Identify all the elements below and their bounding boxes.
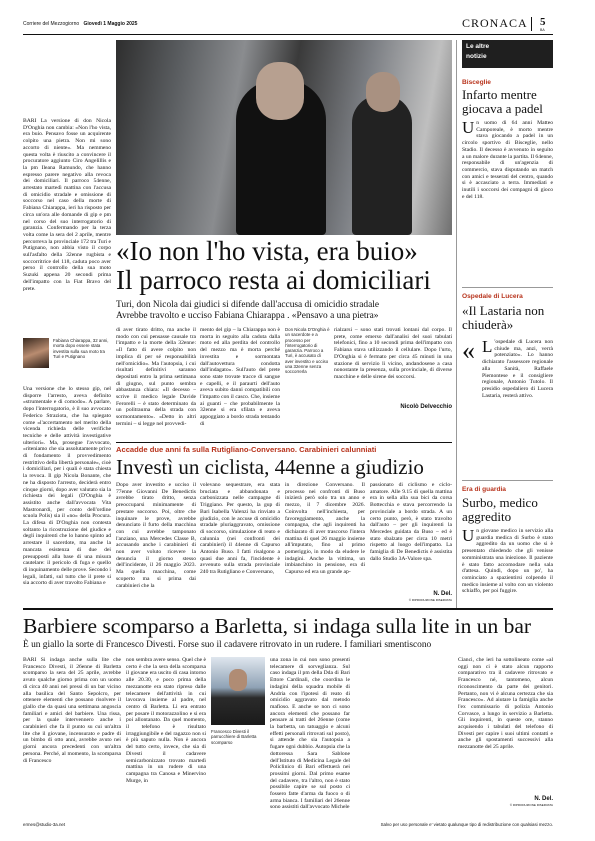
footer-email: ermes@studio-3a.net: [23, 822, 66, 827]
header-rule: [23, 34, 553, 35]
page-number: 5: [540, 16, 546, 28]
footer-notice: Salvo per uso personale e' vietato qualunque tipo di redistribuzione con qualsiasi mezzo.: [380, 822, 553, 827]
side2-text: [482, 339, 553, 431]
story3-top-rule: [23, 608, 553, 610]
side3-body: n giovane medico in servizio alla guardia medica di Surbo è stato aggredito da un uomo che si è presentato chiedendo che gli venisse somministrata una iniezione. Il paziente è stato fatto accomodare nella sala d'attesa. Quindi, dopo un po', ha cominciato a spazientirsi colpendo il medico insieme al volto con un violento schiaffo, per poi fuggire.: [462, 528, 553, 595]
sidebar-label-line2: notizie: [466, 53, 487, 60]
story3-byline: N. Del.: [534, 796, 553, 802]
side1-dropcap: U: [462, 120, 475, 137]
victim-caption: Fabiana Chiarappa, 32 anni, morta dopo essere stata investita sulla sua moto tra Turi e Putignano: [53, 338, 109, 359]
side-divider-1: [462, 287, 553, 288]
newspaper-name: [23, 21, 137, 27]
victim-photo: [23, 338, 49, 368]
side3-dropcap: U: [462, 528, 475, 545]
story2-col3: in direzione Conversano. Il processo nei confronti di Buso inizierà però solo tra un anno e mezzo, il 7 dicembre 2026. Coinvolta nell'inchiesta, per favoreggiamento, anche la compagna, che agli inquirenti ha dichiarato di aver trascorso l'intera mattina di quel 26 maggio insieme all'imputato, fino al primo pomeriggio, in modo da eludere le indagini. Anche la vittima, un imbianchino in pensione, era di Capurso ed era un grande ap-: [285, 482, 365, 576]
side3-title: Surbo, medico aggredito: [462, 495, 538, 524]
side2-photo: [462, 337, 553, 401]
story1-col1: di aver tirato dritto, ma anche il modo con cui pensasse causale tra l'impatto e la morte della 32enne: «Il fatto di avere colpito non implica di per sé responsabilità nell'omicidio». Ma l'autopsia, i cui risultati definitivi saranno depositati entro la prima settimana di giugno, sul punto sembra abbastanza chiara: «Il decesso – scrive il medico legale Davide Ferorelli – è stato determinato da un politrauma della strada con sormontamento». «Detto in altri termini – si legge nel provvedi-: [116, 327, 196, 427]
story2-overline: Accadde due anni fa sulla Rutigliano-Conversano. Carabinieri calunniati: [116, 445, 377, 454]
story3-col1: BARI Si indaga anche sulla lite che Francesco Divesti, il 26enne di Barletta scomparso la sera del 25 aprile, avrebbe avuto qualche giorno prima con un uomo di circa 40 anni nei pressi di un bar vicino alla basilica del Santo Sepolcro, per ottenere elementi che possano risolvere il giallo che da quasi una settimana angoscia familiari e amici del barbiere. Una rissa, per la quale intervennero anche i carabinieri che fa il punto su cui un'altra lite che il giovane, incensurato e padre di un bimbo di otto anni, avrebbe avuto nei giorni ancora precedenti con un'altra persona. Perché, al momento, la scomparsa di Francesco: [23, 657, 121, 764]
sidebar-label-box: [462, 40, 553, 68]
story3-col3b: [354, 657, 452, 810]
story2-repro: © RIPRODUZIONE RISERVATA: [408, 598, 452, 602]
barber-photo: [211, 657, 265, 725]
side2-section: Ospedale di Lucera: [462, 293, 523, 300]
side3-section: Era di guardia: [462, 486, 506, 493]
barber-face: [229, 669, 247, 691]
story2-byline: N. Del.: [433, 591, 452, 597]
story1-col2: mento del gip – la Chiarappa non è morta in seguito alla caduta dalla moto ed alla perdita del controllo del mezzo ma è morta perché investita e sormontata dall'autovettura condotta dall'indagato». Sull'auto del prete sono state trovate tracce di sangue e capelli, e il paraurti dell'auto aveva subito danni compatibili con l'impatto con il casco. Che, insieme ai guanti – che probabilmente la 32enne si era sfilata e aveva appoggiato a bordo strada tentando di: [200, 327, 280, 427]
barber-caption: Francesco Divesti il parrucchiere di Barletta scomparso: [211, 729, 257, 745]
story1-lead: BARI La versione di don Nicola D'Onghia non cambia: «Non l'ho vista, era buio. Pensavo fosse un acquirente colpito una pietra. Non mi sono accorto di niente». Ma nemmeno questa volta è riuscito a convincere il procuratore aggiunto Ciro Angelillis e la pm Ileana Ramundo, che hanno espresso parere negativo alla revoca dei domiciliari. Il parroco 54enne, arrestato martedì mattina con l'accusa di omicidio stradale e omissione di soccorso nel caso della morte di Fabiana Chiarappa, ieri ha risposto per circa un'ora alle domande di gip e pm nel corso del suo interrogatorio di garanzia. Confermando per la terza volta come la sera del 2 aprile, mentre percorreva la provinciale 172 tra Turi e Putignano, non abbia visto il corpo sull'asfalto della 32enne rugbista e soccorritrice del 118, caduta poco aver perso il controllo della sua moto Suzuki appena 20 secondi prima dell'impatto con la Fiat Bravo del prete.: [23, 118, 111, 292]
story1-subhead-1: Turi, don Nicola dai giudici si difende dall'accusa di omicidio stradale: [116, 300, 379, 310]
priest-caption: Don Nicola D'Onghia è un sacerdote e a processo per l'interrogatorio di garanzia. Parroco a Turi, è accusato di aver investito e ucciso una 32enne senza soccorrerla: [285, 327, 330, 375]
story3-subhead: È un giallo la sorte di Francesco Divesti. Forse suo il cadavere ritrovato in un rudere. I familiari smentiscono: [23, 640, 432, 650]
story1-lead2: Una versione che lo stesso gip, nel disporre l'arresto, aveva definito «strumentale e di comodo». A parlare, dopo l'interrogatorio, è il suo avvocato Federico Straziota, che ha spiegato come «l'accertamento nel merito della vicenda richieda delle verifiche tecniche e delle attività investigative ulteriori». Ma, prosegue l'avvocato, «riteniamo che sia assolutamente privo di fondamento il provvedimento restrittivo della libertà personale», cioè i domiciliari, per i quali è stata chiesta la revoca. Il gip Nicola Bonante, che ne ha disposto l'arresto, deciderà entro cinque giorni, dopo aver valutato sia la richiesta dei legali (D'Onghia è assistito anche dall'avvocata Vita Mastronardi, per conto dell'ordine scuola Polis) sia il «no» della Procura. La difesa di D'Onghia non contesta soltanto la ricostruzione del giudice e degli inquirenti che lo hanno spinto ad arrestare il sacerdote, ma anche la mancata esistenza di due dei presupposti alla base di una misura cautelare: il pericolo di fuga e quello di inquinamento delle prove. Secondo i legali, infatti, sul tutto che il prete si sia accorto di aver travolto Fabiana e: [23, 386, 111, 587]
story1-headline: Il parroco resta ai domiciliari: [116, 265, 431, 295]
story2-col2: volevano sequestrare, era stata bruciata e abbandonata e carbonizzata nelle campagne di Triggiano. Per questo, la gup di Bari Isabella Valenzi ha rinviato a giudizio, con le accuse di omicidio stradale pluriaggravato, omissione di soccorso, simulazione di reato e calunnia (nei confronti dei carabinieri) il 44enne di Capurso Antonio Buso. I fatti risalgono a quasi due anni fa, l'incidente è avvenuto sulla strada provinciale 240 tra Rutigliano e Conversano,: [200, 482, 280, 576]
masthead-label: Corriere del Mezzogiorno: [23, 21, 80, 27]
story3-col3: una zona in cui non sono presenti telecamere di sorveglianza. Sul caso indaga il pm della Dda di Bari Ettore Cardinali, che coordina le indagini della squadra mobile di Andria con l'ipotesi di reato di omicidio aggravato dal metodo mafioso. E anche se non ci sono ancora elementi che possano far pensare ai tratti del 26enne (come la barbetta, un tatuaggio e alcuni effetti personali ritrovati sul posto), si attende che sia l'autopsia a fugare ogni dubbio. Autopsia che la dottoressa Sara Sablone dell'Istituto di Medicina Legale del Policlinico di Bari effettuerà nei prossimi giorni. Dal primo esame del cadavere, tra l'altro, non è stato possibile capire se sul posto ci fossero fatte d'arma da fuoco o di arma bianca. I familiari del 26enne sono assistiti dall'avvocato Michele: [270, 657, 350, 810]
issue-date: Giovedì 1 Maggio 2025: [83, 21, 138, 27]
officer-face: [366, 72, 400, 112]
story3-headline: Barbiere scomparso a Barletta, si indaga sulla lite in un bar: [23, 614, 532, 638]
side-divider-2: [462, 480, 553, 481]
sidebar-label-line1: Le altre: [466, 43, 490, 50]
story2-headline: Investì un ciclista, 44enne a giudizio: [116, 455, 424, 479]
side2-body: 'ospedale di Lucera non chiude ma, anzi, verrà potenziato». Lo hanno dichiarato l'assessore regionale alla Sanità, Raffaele Piemontese e il consigliere regionale, Antonio Tutolo. Il presidio ospedaliero di Lucera Lastaria, resterà attivo.: [482, 339, 553, 399]
side1-title: Infarto mentre giocava a padel: [462, 87, 543, 116]
side1-section: Bisceglie: [462, 79, 491, 86]
officer-figure: [352, 95, 412, 235]
page-edition: BA: [540, 28, 545, 32]
side1-text: [462, 120, 553, 270]
story1-subhead-2: Avrebbe travolto e ucciso Fabiana Chiarappa . «Pensavo a una pietra»: [116, 311, 379, 321]
story2-top-rule: [116, 442, 452, 443]
story2-col4: passionato di ciclismo e ciclo-amatore. Alle 9.15 di quella mattina era in sella alla sua bici da corsa Bottecchia e stava percorrendo la provinciale a bordo strada. A un certo punto, però, è stato travolto dall'auto – per gli inquirenti la Mercedes guidata da Buso – ed è stato sbalzato per circa 10 metri rispetto al luogo dell'impatto. La famiglia di De Benedictis è assistita dallo Studio 3A-Valore spa.: [370, 482, 452, 562]
side1-body: n uomo di 64 anni Matteo Camporeale, è morto mentre stava giocando a padel in un circolo sportivo di Bisceglie, nello Stadio. Il decesso è avvenuto in seguito a un malore durante la partita. Il 64enne, responsabile di un'agenzia di commercio, stava disputando un match con amici e tesserati del centro, quando si è accasciato a terra. Immediati e inutili i soccorsi dei compagni di gioco e del 118.: [462, 120, 553, 200]
story1-col3: rialzarsi – sono stati trovati lontani dal corpo. Il prete, come emerso dall'analisi del suoi tabulati telefonici, fino a 10 secondi prima dell'impatto con Fabiana stava utilizzando il cellulare. Dopo l'urto, D'Onghia si è fermato per circa 45 minuti in una stazione di servizio lì vicino, andandosene a casa nonostante la presenza, sulla provinciale, di diverse macchine e delle sirene dei soccorsi.: [334, 327, 452, 380]
story3-col4: Cianci, che ieri ha sottolineato come «al oggi non ci è stato alcun rapporto comparativo tra il cadavere ritrovato e Francesco né, tantomeno, alcun riconoscimento da parte dei genitori. Pertanto, non vi è alcuna certezza che sia Francesco». Ad aiutare la famiglia anche l'ex commissario di polizia Antonio Corvasce, a lungo in servizio a Barletta. Gli inquirenti, in queste ore, stanno acquisendo i tabulati del telefono di Divesti per capire i suoi ultimi contatti e anche gli spostamenti successivi alla mezzanotte del 25 aprile.: [458, 657, 553, 751]
story2-col1: Dopo aver investito e ucciso il 77enne Giovanni De Benedictis avrebbe tirato dritto, senza preoccuparsi minimamente di prestare soccorso. Poi, oltre che inquinare le prove, avrebbe denunciato il furto della macchina con cui avrebbe tamponato l'anziano, una Mercedes Classe B, accusando anche i carabinieri di non aver voluto ricevere la denuncia il giorno stesso dell'incidente, il 26 maggio 2023. Ma quella macchina, come scoperto ma si prima dai carabinieri che la: [116, 482, 196, 589]
story1-byline: Nicolò Delvecchio: [400, 404, 452, 410]
priest-photo: [116, 40, 452, 235]
story3-col2: non sembra avere senso. Quel che è certo è che la sera della scomparsa il giovane era uscito di casa intorno alle 20.30, e poco prima della mezzanotte era stato ripreso dalle telecamere dell'attività in cui lavorava insieme al padre, nel centro di Barletta. Lì era entrato per posare il motorazzolino e si era poi allontanato. Da quel momento, il telefono è risultato irraggiungibile e del ragazzo non si è più saputo nulla. Non è ancora del tutto certo, invece, che sia di Divesti il cadavere semicarbonizzato trovato martedì mattina in un rudere di una campagna tra Canosa e Minervino Murge, in: [126, 657, 206, 784]
sidebar: [462, 40, 553, 700]
section-title: CRONACA: [462, 16, 528, 30]
side2-title: «Il Lastaria non chiuderà»: [462, 303, 545, 332]
header-divider: [531, 17, 532, 31]
story3-repro: © RIPRODUZIONE RISERVATA: [509, 803, 553, 807]
sidebar-separator: [456, 40, 457, 610]
side2-dropcap: L: [482, 339, 493, 356]
story1-kicker: «Io non l'ho vista, era buio»: [116, 236, 418, 266]
priest-face: [256, 62, 304, 120]
quote-mark-icon: «: [462, 336, 475, 365]
